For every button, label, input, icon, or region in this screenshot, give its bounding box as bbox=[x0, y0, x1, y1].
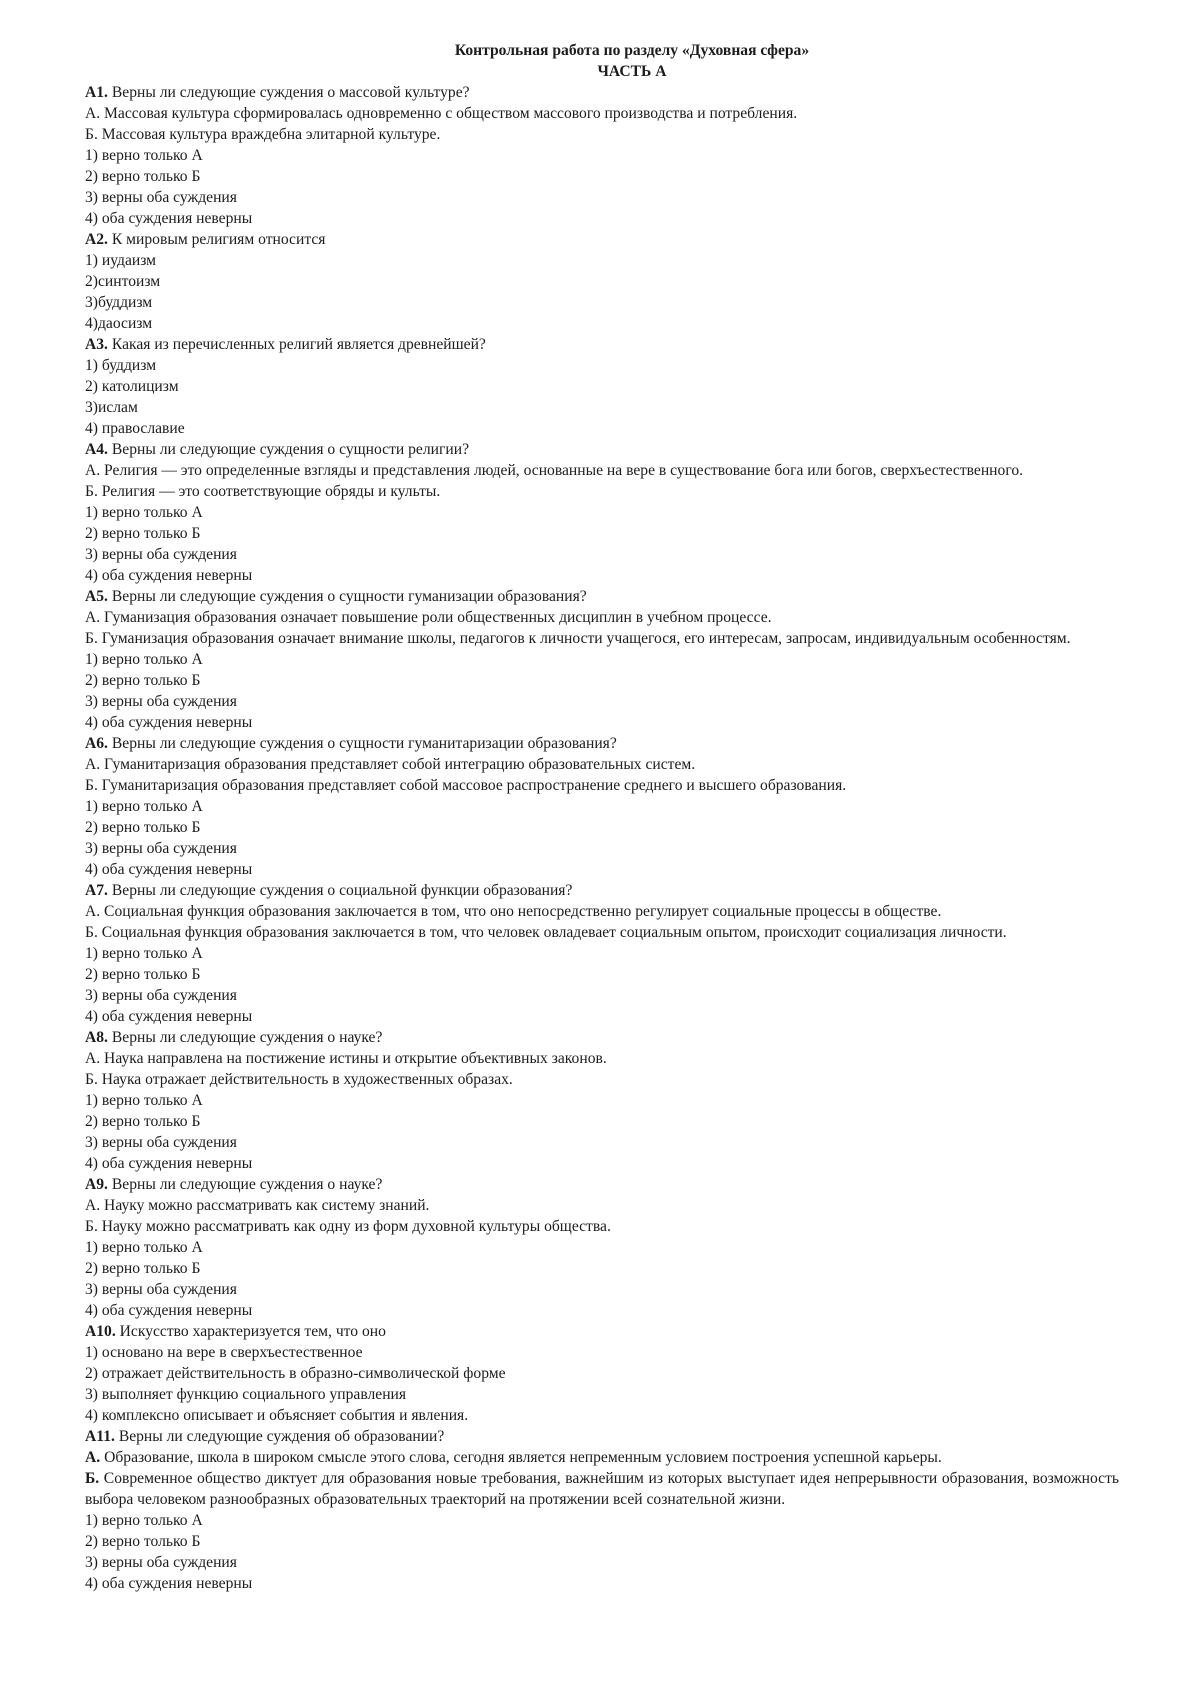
statement-a bbox=[85, 1447, 1119, 1468]
question-header bbox=[85, 733, 1119, 754]
answer-option: 2) верно только Б bbox=[85, 1533, 201, 1550]
answer-option: 4) оба суждения неверны bbox=[85, 1302, 253, 1319]
question-number: А5. bbox=[85, 588, 108, 605]
answer-option: 3) верны оба суждения bbox=[85, 987, 237, 1004]
statement-b: Б. Наука отражает действительность в художественных образах. bbox=[85, 1071, 513, 1088]
question-text: К мировым религиям относится bbox=[111, 231, 326, 248]
answer-option: 4) оба суждения неверны bbox=[85, 1575, 253, 1592]
part-heading: ЧАСТЬ А bbox=[597, 63, 667, 80]
question-number: А4. bbox=[85, 441, 108, 458]
statement-label: Б. bbox=[85, 1470, 100, 1487]
question-a8 bbox=[85, 1027, 1119, 1174]
question-a10 bbox=[85, 1321, 1119, 1426]
question-number: А8. bbox=[85, 1029, 108, 1046]
statement-a: А. Социальная функция образования заключается в том, что оно непосредственно регулирует социальные процессы в обществе. bbox=[85, 903, 942, 920]
question-a11 bbox=[85, 1426, 1119, 1594]
answer-option: 2) верно только Б bbox=[85, 525, 201, 542]
answer-option: 3) выполняет функцию социального управления bbox=[85, 1386, 407, 1403]
answer-option: 1) иудаизм bbox=[85, 252, 157, 269]
answer-option: 2) верно только Б bbox=[85, 819, 201, 836]
question-a5 bbox=[85, 586, 1119, 733]
answer-option: 2) католицизм bbox=[85, 378, 179, 395]
question-header bbox=[85, 586, 1119, 607]
answer-option: 3)ислам bbox=[85, 399, 138, 416]
answer-option: 3) верны оба суждения bbox=[85, 840, 237, 857]
statement-a: А. Религия — это определенные взгляды и представления людей, основанные на вере в существование бога или богов, сверхъестественного. bbox=[85, 462, 1024, 479]
answer-option: 1) верно только А bbox=[85, 1239, 203, 1256]
question-header bbox=[85, 439, 1119, 460]
answer-option: 3) верны оба суждения bbox=[85, 1554, 237, 1571]
question-number: А3. bbox=[85, 336, 108, 353]
answer-option: 2) отражает действительность в образно-символической форме bbox=[85, 1365, 506, 1382]
answer-option: 4) православие bbox=[85, 420, 185, 437]
answer-option: 2)синтоизм bbox=[85, 273, 161, 290]
statement-label: А. bbox=[85, 1449, 101, 1466]
question-header bbox=[85, 1426, 1119, 1447]
question-a9 bbox=[85, 1174, 1119, 1321]
answer-option: 2) верно только Б bbox=[85, 672, 201, 689]
statement-text: Образование, школа в широком смысле этого слова, сегодня является непременным условием построения успешной карьеры. bbox=[104, 1449, 942, 1466]
statement-a: А. Гуманитаризация образования представляет собой интеграцию образовательных систем. bbox=[85, 756, 696, 773]
question-number: А10. bbox=[85, 1323, 116, 1340]
statement-a: А. Науку можно рассматривать как систему знаний. bbox=[85, 1197, 430, 1214]
answer-option: 2) верно только Б bbox=[85, 966, 201, 983]
question-a3 bbox=[85, 334, 1119, 439]
answer-option: 1) верно только А bbox=[85, 147, 203, 164]
question-number: А1. bbox=[85, 84, 108, 101]
answer-option: 1) верно только А bbox=[85, 945, 203, 962]
answer-option: 1) буддизм bbox=[85, 357, 157, 374]
answer-option: 4)даосизм bbox=[85, 315, 153, 332]
answer-option: 1) верно только А bbox=[85, 798, 203, 815]
question-a2 bbox=[85, 229, 1119, 334]
answer-option: 3) верны оба суждения bbox=[85, 1134, 237, 1151]
answer-option: 3) верны оба суждения bbox=[85, 189, 237, 206]
question-text: Верны ли следующие суждения об образовании? bbox=[118, 1428, 445, 1445]
answer-option: 3)буддизм bbox=[85, 294, 153, 311]
question-text: Верны ли следующие суждения о сущности гуманизации образования? bbox=[111, 588, 587, 605]
answer-option: 2) верно только Б bbox=[85, 168, 201, 185]
question-number: А9. bbox=[85, 1176, 108, 1193]
statement-b: Б. Гуманитаризация образования представляет собой массовое распространение среднего и высшего образования. bbox=[85, 777, 847, 794]
answer-option: 4) оба суждения неверны bbox=[85, 1155, 253, 1172]
statement-b: Б. Гуманизация образования означает внимание школы, педагогов к личности учащегося, его интересам, запросам, индивидуальным особенностям. bbox=[85, 630, 1071, 647]
question-text: Искусство характеризуется тем, что оно bbox=[119, 1323, 386, 1340]
question-a1 bbox=[85, 82, 1119, 229]
question-text: Какая из перечисленных религий является древнейшей? bbox=[111, 336, 486, 353]
question-number: А11. bbox=[85, 1428, 115, 1445]
question-header bbox=[85, 229, 1119, 250]
statement-b: Б. Социальная функция образования заключается в том, что человек овладевает социальным опытом, происходит социализация личности. bbox=[85, 924, 1007, 941]
answer-option: 4) оба суждения неверны bbox=[85, 861, 253, 878]
question-header bbox=[85, 334, 1119, 355]
answer-option: 1) верно только А bbox=[85, 504, 203, 521]
answer-option: 2) верно только Б bbox=[85, 1260, 201, 1277]
question-number: А2. bbox=[85, 231, 108, 248]
answer-option: 3) верны оба суждения bbox=[85, 546, 237, 563]
question-a6 bbox=[85, 733, 1119, 880]
answer-option: 1) верно только А bbox=[85, 1092, 203, 1109]
answer-option: 1) верно только А bbox=[85, 1512, 203, 1529]
question-a4 bbox=[85, 439, 1119, 586]
statement-a: А. Гуманизация образования означает повышение роли общественных дисциплин в учебном процессе. bbox=[85, 609, 772, 626]
answer-option: 4) оба суждения неверны bbox=[85, 210, 253, 227]
answer-option: 4) оба суждения неверны bbox=[85, 567, 253, 584]
document-title: Контрольная работа по разделу «Духовная сфера» bbox=[454, 42, 810, 59]
statement-a: А. Наука направлена на постижение истины и открытие объективных законов. bbox=[85, 1050, 607, 1067]
question-number: А6. bbox=[85, 735, 108, 752]
question-header bbox=[85, 1027, 1119, 1048]
answer-option: 3) верны оба суждения bbox=[85, 1281, 237, 1298]
answer-option: 3) верны оба суждения bbox=[85, 693, 237, 710]
answer-option: 1) основано на вере в сверхъестественное bbox=[85, 1344, 363, 1361]
question-text: Верны ли следующие суждения о науке? bbox=[111, 1176, 383, 1193]
question-number: А7. bbox=[85, 882, 108, 899]
answer-option: 1) верно только А bbox=[85, 651, 203, 668]
question-text: Верны ли следующие суждения о социальной функции образования? bbox=[111, 882, 573, 899]
answer-option: 4) оба суждения неверны bbox=[85, 1008, 253, 1025]
answer-option: 2) верно только Б bbox=[85, 1113, 201, 1130]
question-header bbox=[85, 1174, 1119, 1195]
question-text: Верны ли следующие суждения о сущности религии? bbox=[111, 441, 469, 458]
answer-option: 4) оба суждения неверны bbox=[85, 714, 253, 731]
statement-text: Современное общество диктует для образования новые требования, важнейшим из которых выступает идея непрерывности образования, возможность выбора человеком разнообразных образовательных траекторий на протяжении всей сознательной жизни. bbox=[85, 1470, 1119, 1508]
statement-b bbox=[85, 1468, 1119, 1510]
statement-b: Б. Науку можно рассматривать как одну из форм духовной культуры общества. bbox=[85, 1218, 611, 1235]
question-a7 bbox=[85, 880, 1119, 1027]
answer-option: 4) комплексно описывает и объясняет события и явления. bbox=[85, 1407, 469, 1424]
question-header bbox=[85, 880, 1119, 901]
question-text: Верны ли следующие суждения о сущности гуманитаризации образования? bbox=[111, 735, 617, 752]
question-header bbox=[85, 82, 1119, 103]
statement-b: Б. Массовая культура враждебна элитарной культуре. bbox=[85, 126, 441, 143]
question-text: Верны ли следующие суждения о науке? bbox=[111, 1029, 383, 1046]
statement-b: Б. Религия — это соответствующие обряды и культы. bbox=[85, 483, 441, 500]
question-text: Верны ли следующие суждения о массовой культуре? bbox=[111, 84, 470, 101]
question-header bbox=[85, 1321, 1119, 1342]
statement-a: А. Массовая культура сформировалась одновременно с обществом массового производства и потребления. bbox=[85, 105, 798, 122]
